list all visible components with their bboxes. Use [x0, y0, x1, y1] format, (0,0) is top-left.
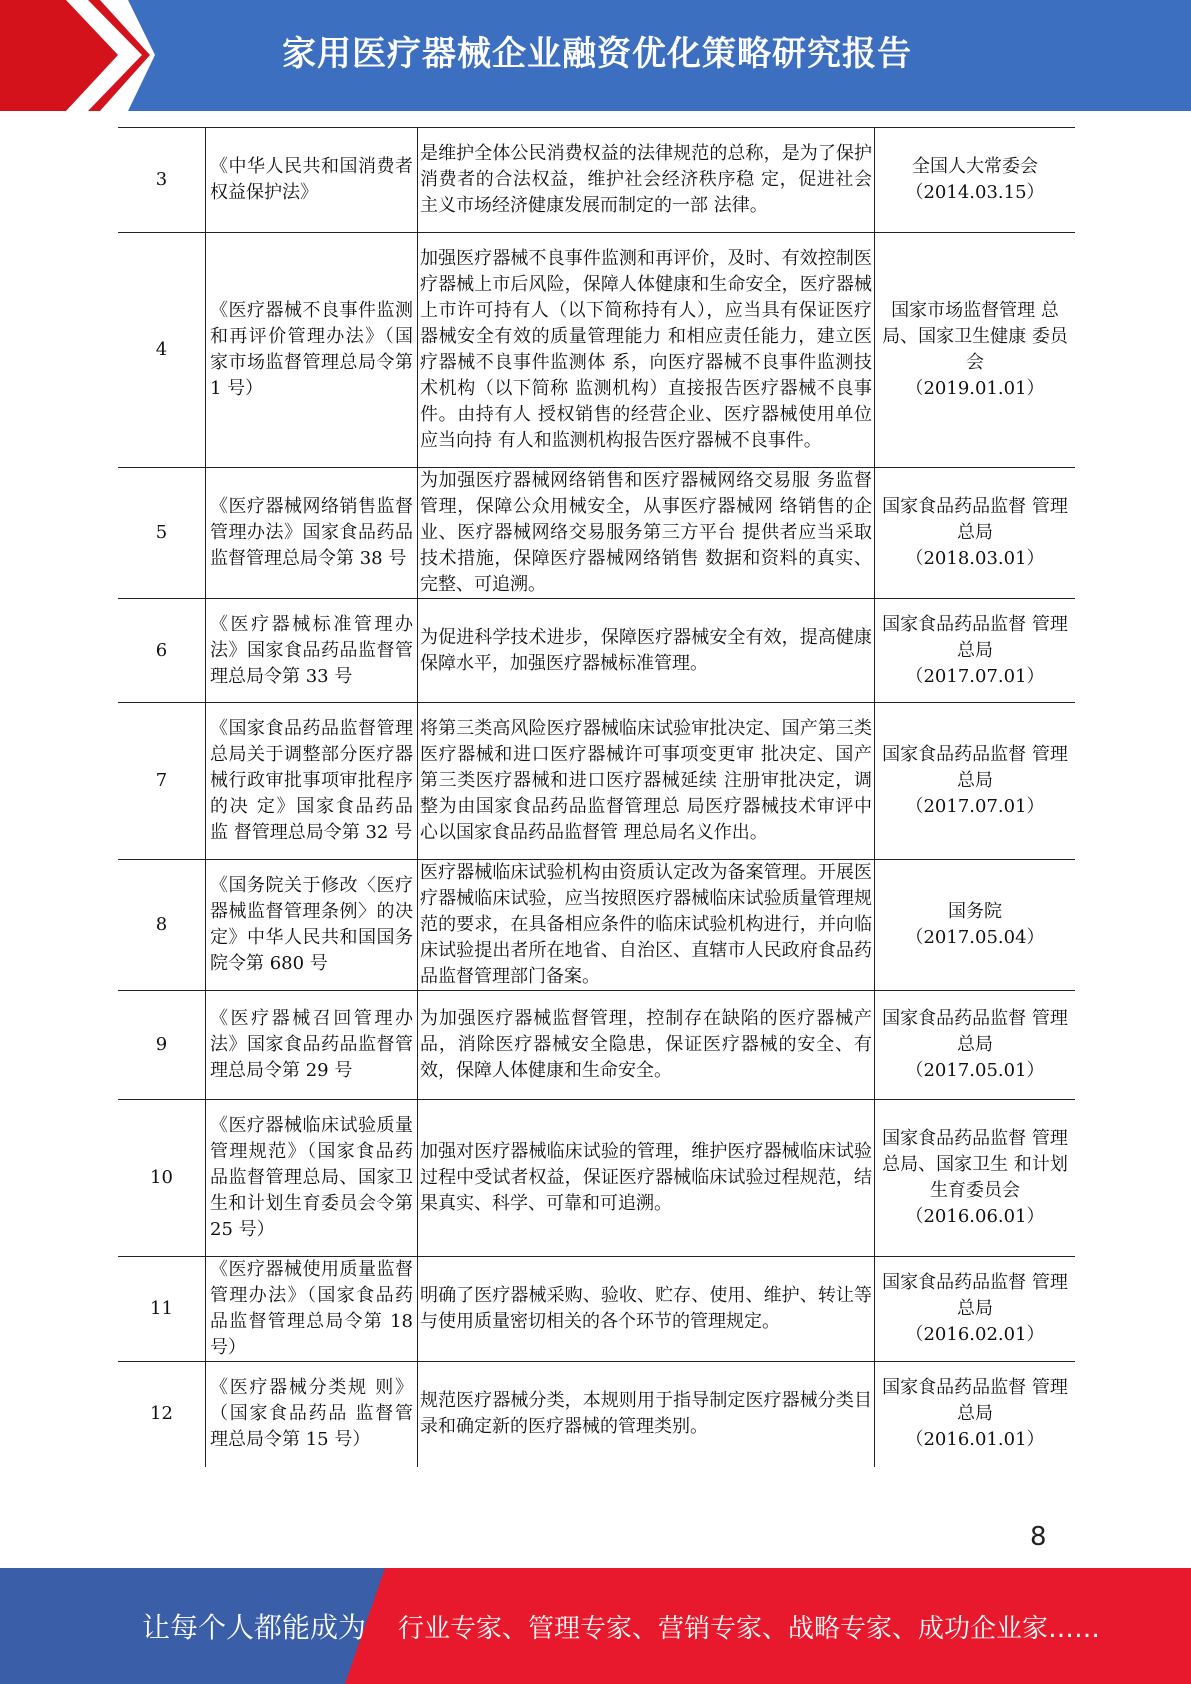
table-row — [118, 599, 1075, 703]
issuing-authority — [875, 1257, 1076, 1362]
law-name: 《中华人民共和国消费者权益保护法》 — [206, 128, 418, 233]
row-number: 8 — [118, 860, 206, 991]
authority-name: 国家食品药品监督 管理总局 — [882, 1008, 1068, 1055]
row-number: 3 — [118, 128, 206, 233]
table-row — [118, 1257, 1075, 1362]
law-name: 《医疗器械使用质量监督管理办法》（国家食品药品监督管理总局令第 18 号） — [206, 1257, 418, 1362]
table-row — [118, 1100, 1075, 1257]
authority-name: 国家食品药品监督 管理总局 — [882, 1377, 1068, 1425]
effective-date: （2017.07.01） — [905, 665, 1045, 687]
authority-name: 国家食品药品监督 管理总局 — [882, 613, 1068, 661]
law-description: 为促进科学技术进步，保障医疗器械安全有效，提高健康保障水平，加强医疗器械标准管理。 — [418, 599, 875, 703]
authority-name: 全国人大常委会 — [912, 156, 1038, 177]
table-row — [118, 991, 1075, 1100]
authority-name: 国家食品药品监督 管理总局、国家卫生 和计划生育委员会 — [882, 1128, 1068, 1201]
authority-name: 国家食品药品监督 管理总局 — [882, 1272, 1068, 1319]
issuing-authority — [875, 468, 1076, 599]
footer-slogan-left: 让每个人都能成为 — [142, 1611, 367, 1644]
table-row — [118, 468, 1075, 599]
row-number: 9 — [118, 991, 206, 1100]
effective-date: （2014.03.15） — [905, 182, 1045, 203]
regulations-table — [118, 127, 1075, 1467]
law-description: 加强医疗器械不良事件监测和再评价，及时、有效控制医疗器械上市后风险，保障人体健康和生命安全，医疗器械上市许可持有人（以下简称持有人），应当具有保证医疗器械安全有效的质量管理能力 和相应责任能力，建立医疗器械不良事件监测体 系，向医疗器械不良事件监测技术机构（以下简称 监测机构）直接报告医疗器械不良事件。由持有人 授权销售的经营企业、医疗器械使用单位应当向持 有人和监测机构报告医疗器械不良事件。 — [418, 233, 875, 468]
law-description: 为加强医疗器械监督管理，控制存在缺陷的医疗器械产品，消除医疗器械安全隐患，保证医疗器械的安全、有效，保障人体健康和生命安全。 — [418, 991, 875, 1100]
row-number: 4 — [118, 233, 206, 468]
law-name: 《国家食品药品监督管理总局关于调整部分医疗器械行政审批事项审批程序的决 定》国家食品药品监 督管理总局令第 32 号 — [206, 703, 418, 860]
effective-date: （2017.07.01） — [905, 796, 1045, 817]
law-name: 《国务院关于修改〈医疗器械监督管理条例〉的决定》中华人民共和国国务院令第 680 号 — [206, 860, 418, 991]
table-row — [118, 128, 1075, 233]
effective-date: （2018.03.01） — [905, 548, 1045, 569]
authority-name: 国家市场监督管理 总局、国家卫生健康 委员会 — [882, 300, 1068, 373]
table-row — [118, 703, 1075, 860]
row-number: 5 — [118, 468, 206, 599]
table-row — [118, 860, 1075, 991]
table-row — [118, 1362, 1075, 1467]
row-number: 6 — [118, 599, 206, 703]
law-description: 为加强医疗器械网络销售和医疗器械网络交易服 务监督管理，保障公众用械安全，从事医疗器械网 络销售的企业、医疗器械网络交易服务第三方平台 提供者应当采取技术措施，保障医疗器械网络销售 数据和资料的真实、完整、可追溯。 — [418, 468, 875, 599]
row-number: 11 — [118, 1257, 206, 1362]
effective-date: （2019.01.01） — [905, 378, 1045, 399]
law-description: 是维护全体公民消费权益的法律规范的总称，是为了保护消费者的合法权益，维护社会经济秩序稳 定，促进社会主义市场经济健康发展而制定的一部 法律。 — [418, 128, 875, 233]
law-name: 《医疗器械分类规 则》（国家食品药品 监督管理总局令第 15 号） — [206, 1362, 418, 1467]
law-name: 《医疗器械召回管理办法》国家食品药品监督管理总局令第 29 号 — [206, 991, 418, 1100]
authority-name: 国家食品药品监督 管理总局 — [882, 496, 1068, 543]
page-footer — [0, 1568, 1191, 1684]
law-description: 规范医疗器械分类，本规则用于指导制定医疗器械分类目录和确定新的医疗器械的管理类别。 — [418, 1362, 875, 1467]
effective-date: （2016.02.01） — [905, 1324, 1045, 1345]
row-number: 7 — [118, 703, 206, 860]
law-description: 医疗器械临床试验机构由资质认定改为备案管理。开展医疗器械临床试验，应当按照医疗器械临床试验质量管理规范的要求，在具备相应条件的临床试验机构进行，并向临床试验提出者所在地省、自治区、直辖市人民政府食品药品监督管理部门备案。 — [418, 860, 875, 991]
effective-date: （2016.06.01） — [905, 1206, 1045, 1227]
row-number: 12 — [118, 1362, 206, 1467]
effective-date: （2017.05.04） — [905, 927, 1045, 948]
issuing-authority — [875, 128, 1076, 233]
effective-date: （2016.01.01） — [905, 1429, 1045, 1451]
issuing-authority — [875, 233, 1076, 468]
issuing-authority — [875, 599, 1076, 703]
authority-name: 国家食品药品监督 管理总局 — [882, 744, 1068, 791]
issuing-authority — [875, 703, 1076, 860]
law-description: 将第三类高风险医疗器械临床试验审批决定、国产第三类医疗器械和进口医疗器械许可事项变更审 批决定、国产第三类医疗器械和进口医疗器械延续 注册审批决定，调整为由国家食品药品监督管理总 局医疗器械技术审评中心以国家食品药品监督管 理总局名义作出。 — [418, 703, 875, 860]
issuing-authority — [875, 1100, 1076, 1257]
authority-name: 国务院 — [948, 901, 1002, 922]
row-number: 10 — [118, 1100, 206, 1257]
issuing-authority — [875, 991, 1076, 1100]
page-header — [0, 0, 1191, 111]
law-description: 明确了医疗器械采购、验收、贮存、使用、维护、转让等与使用质量密切相关的各个环节的管理规定。 — [418, 1257, 875, 1362]
law-name: 《医疗器械网络销售监督管理办法》国家食品药品监督管理总局令第 38 号 — [206, 468, 418, 599]
page-number: 8 — [1030, 1522, 1047, 1552]
issuing-authority — [875, 1362, 1076, 1467]
table-row — [118, 233, 1075, 468]
footer-slogan-right: 行业专家、管理专家、营销专家、战略专家、成功企业家…… — [398, 1614, 1101, 1644]
law-name: 《医疗器械临床试验质量管理规范》（国家食品药品监督管理总局、国家卫生和计划生育委员会令第 25 号） — [206, 1100, 418, 1257]
law-description: 加强对医疗器械临床试验的管理，维护医疗器械临床试验过程中受试者权益，保证医疗器械临床试验过程规范，结果真实、科学、可靠和可追溯。 — [418, 1100, 875, 1257]
law-name: 《医疗器械不良事件监测和再评价管理办法》（国家市场监督管理总局令第 1 号） — [206, 233, 418, 468]
report-title: 家用医疗器械企业融资优化策略研究报告 — [282, 34, 912, 74]
law-name: 《医疗器械标准管理办法》国家食品药品监督管理总局令第 33 号 — [206, 599, 418, 703]
effective-date: （2017.05.01） — [905, 1060, 1045, 1081]
issuing-authority — [875, 860, 1076, 991]
